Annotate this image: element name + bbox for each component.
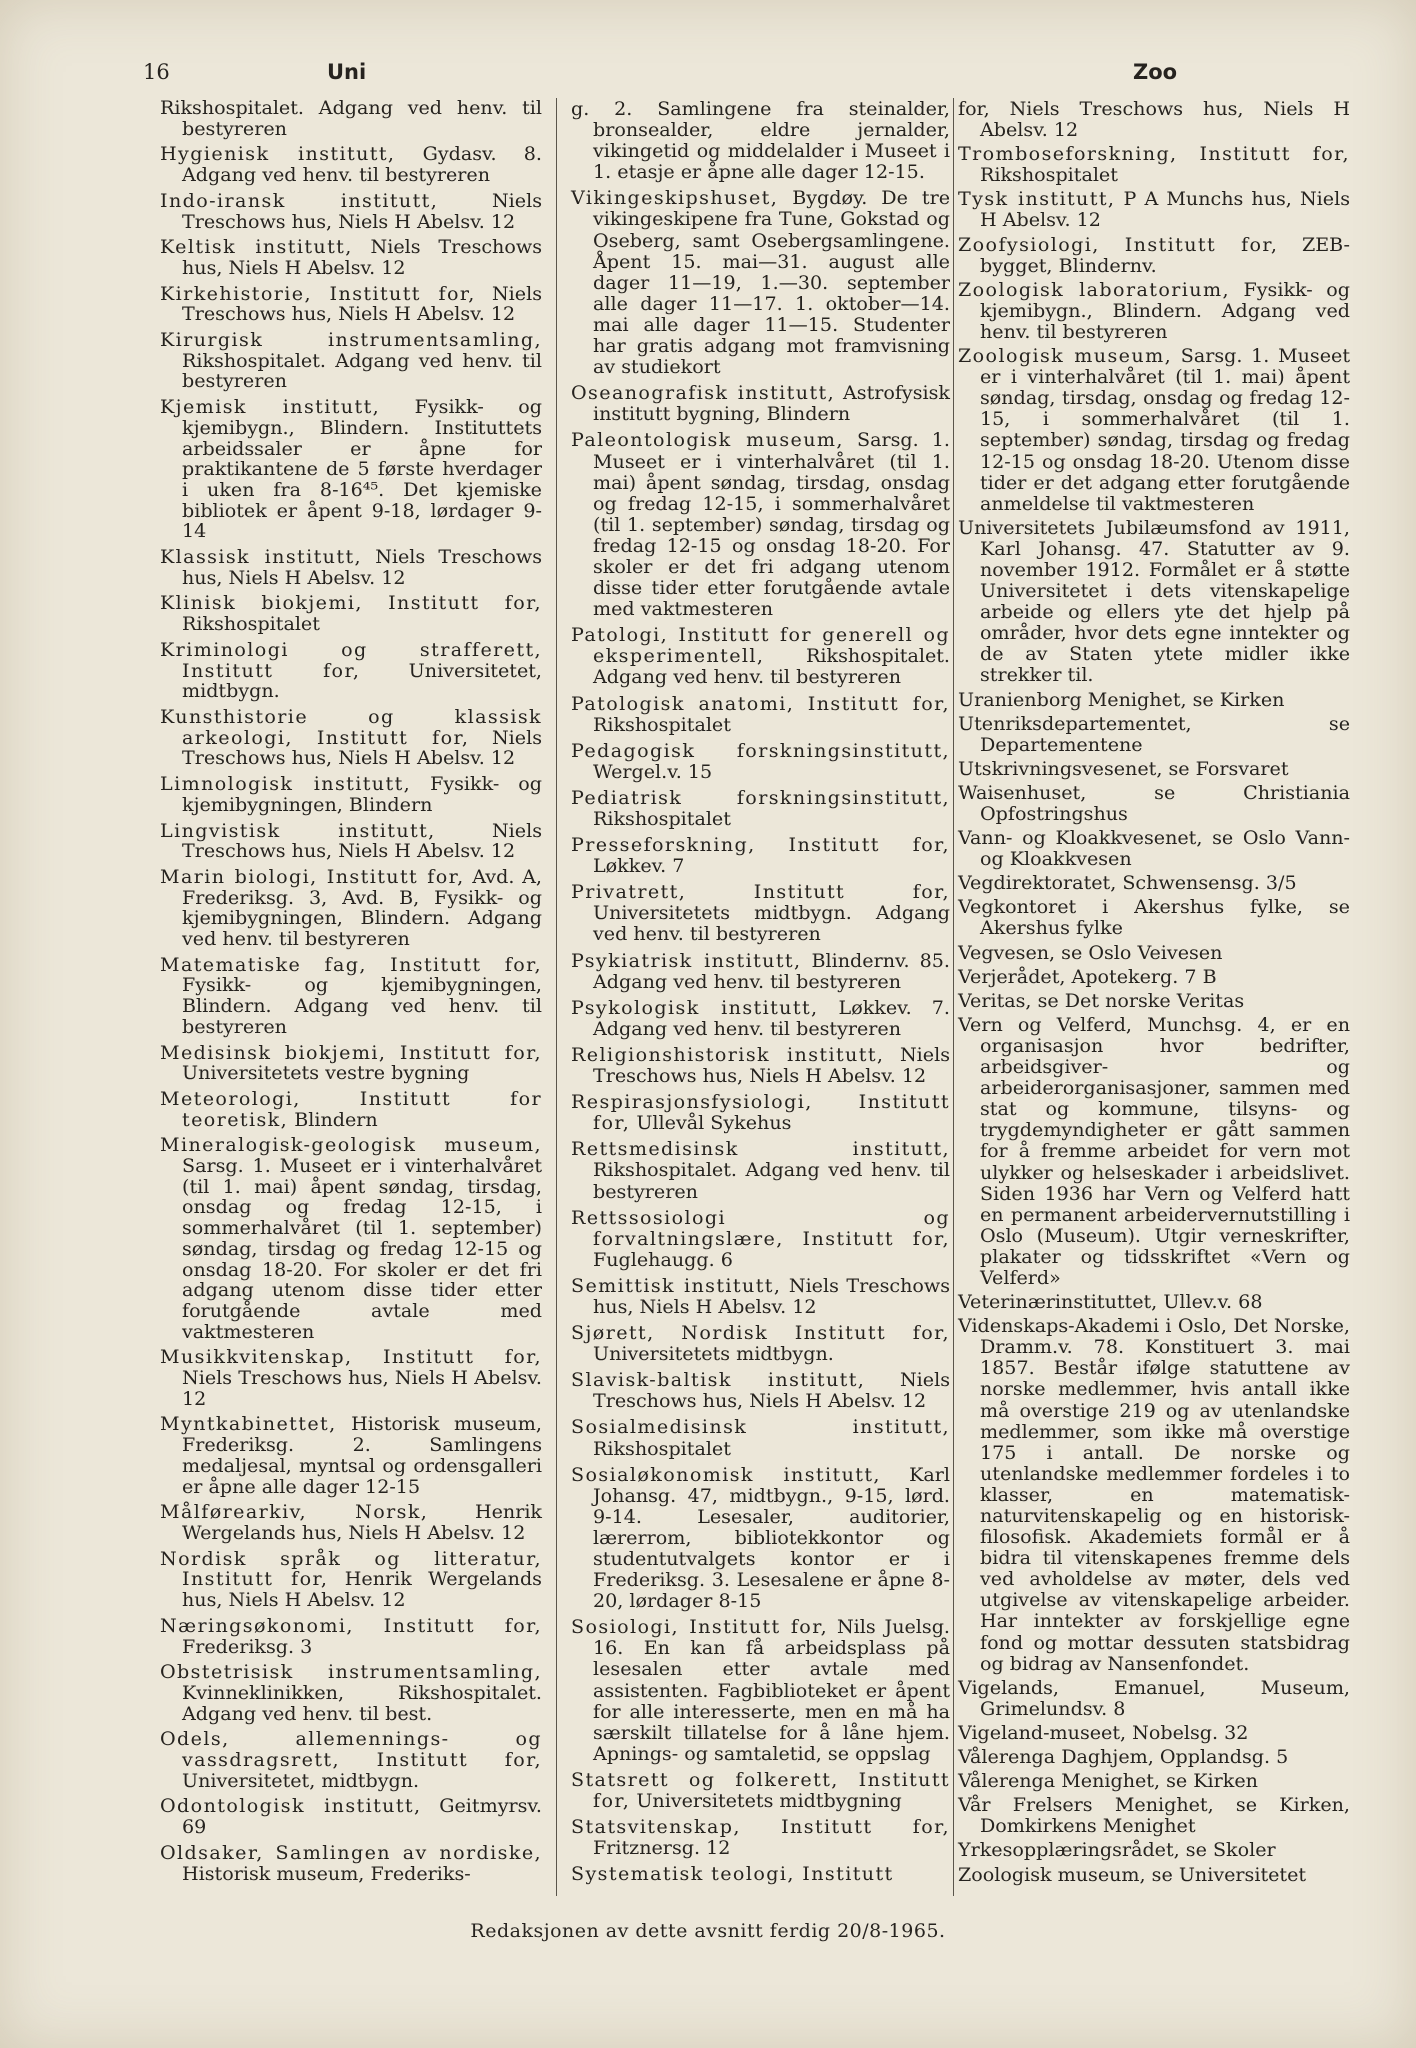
directory-entry: [160, 1086, 542, 1131]
entry-text: Sarsg. 1. Museet er i vinterhalvåret (til 1. mai) åpent søndag, tirsdag, onsdag og fredag 12-15, i sommerhalvåret (til 1. september) søndag, tirsdag og fredag 12-15 og onsdag 18-20. Utenom disse tider er det adgang etter forutgående anmeldelse til vaktmesteren: [980, 344, 1350, 515]
entry-heading: Limnologisk institutt,: [160, 772, 412, 796]
entry-text: Niels Treschows hus, Niels H Abelsv. 12: [182, 818, 542, 863]
entry-text: Gydasv. 8. Adgang ved henv. til bestyreren: [182, 142, 542, 187]
entry-text: Rikshospitalet. Adgang ved henv. til bestyreren: [182, 348, 542, 393]
entry-heading: Oseanografisk institutt,: [571, 381, 836, 405]
directory-entry: [160, 818, 542, 863]
directory-entry: [958, 188, 1350, 230]
entry-text: Fuglehaugg. 6: [593, 1247, 733, 1271]
directory-entry: [571, 1275, 950, 1317]
directory-entry: [571, 787, 950, 829]
directory-entry: [571, 1138, 950, 1201]
directory-entry: [571, 1816, 950, 1858]
directory-entry: [160, 1347, 542, 1409]
entry-heading: Statsrett og folkerett, Institutt for,: [571, 1767, 950, 1813]
entry-text: Fritznersg. 12: [593, 1836, 731, 1860]
entry-heading: Sjørett, Nordisk Institutt for,: [571, 1321, 950, 1345]
entry-text: Universitetets midtbygn.: [593, 1342, 834, 1366]
directory-entry: [571, 1863, 950, 1884]
directory-entry: [958, 1014, 1350, 1288]
directory-entry: [160, 237, 542, 278]
directory-entry: [958, 1864, 1350, 1885]
entry-heading: Patologi, Institutt for generell og eksperimentell,: [571, 623, 950, 668]
directory-entry: [571, 1207, 950, 1270]
entry-text: Niels Treschows hus, Niels H Abelsv. 12: [182, 725, 542, 770]
entry-heading: Lingvistisk institutt,: [160, 818, 436, 842]
directory-entry: [958, 758, 1350, 779]
entry-heading: Odontologisk institutt,: [160, 1794, 422, 1818]
guide-word-left: Uni: [327, 60, 367, 84]
entry-text: Henrik Wergelands hus, Niels H Abelsv. 12: [182, 1567, 542, 1612]
entry-heading: Privatrett, Institutt for,: [571, 880, 950, 904]
entry-text: Nils Juelsg. 16. En kan få arbeidsplass på lesesalen etter avtale med assistenten. Fagbiblioteket er åpent for alle interesserte, men en må ha særskilt tillatelse for å låne hjem. Apnings- og samtaletid, se oppslag: [593, 1615, 951, 1765]
entry-text: Karl Johansg. 47, midtbygn., 9-15, lørd. 9-14. Lesesaler, auditorier, lærerrom, bibliotekkontor og studentutvalgets kontor er i Frederiksg. 3. Lesesalene er åpne 8-20, lørdager 8-15: [593, 1462, 950, 1613]
entry-text: ZEB-bygget, Blindernv.: [980, 232, 1350, 277]
directory-entry: [160, 952, 542, 1038]
entry-text: Sarsg. 1. Museet er i vinterhalvåret (til 1. mai) åpent søndag, tirsdag, onsdag og fredag 12-15, i sommerhalvåret (til 1. september) søndag, tirsdag og fredag 12-15 og onsdag 18-20. For skoler er det fri adgang utenom disse tider etter forutgående avtale med vaktmesteren: [593, 428, 950, 621]
column-left: [160, 98, 542, 1889]
entry-text: Verjerådet, Apotekerg. 7 B: [958, 964, 1217, 988]
entry-text: Vigelands, Emanuel, Museum, Grimelundsv. 8: [958, 1675, 1350, 1720]
entry-heading: Sosialmedisinsk institutt,: [571, 1415, 950, 1439]
entry-text: Niels Treschows hus, Niels H Abelsv. 12: [182, 1366, 542, 1410]
directory-entry: [160, 1662, 542, 1724]
entry-text: for, Niels Treschows hus, Niels H Abelsv. 12: [958, 97, 1350, 142]
entry-text: Uranienborg Menighet, se Kirken: [958, 687, 1285, 711]
entry-text: Rikshospitalet: [593, 712, 731, 736]
entry-heading: Medisinsk biokjemi, Institutt for,: [160, 1040, 542, 1064]
entry-text: Rikshospitalet: [182, 612, 320, 636]
entry-text: Veterinærinstituttet, Ullev.v. 68: [958, 1290, 1263, 1314]
entry-heading: Mineralogisk-geologisk museum,: [160, 1133, 542, 1157]
entry-text: Zoologisk museum, se Universitetet: [958, 1862, 1307, 1886]
entry-heading: Zoologisk laboratorium,: [958, 277, 1230, 301]
entry-text: Sarsg. 1. Museet er i vinterhalvåret (til 1. mai) åpent søndag, tirsdag, onsdag og fredag 12-15, i sommerhalvåret (til 1. september) søndag, tirsdag og fredag 12-15 og onsdag 18-20. For skoler er det fri adgang utenom disse tider etter forutgående avtale med vaktmesteren: [182, 1154, 542, 1343]
entry-heading: Semittisk institutt,: [571, 1273, 782, 1297]
column-right: [958, 98, 1350, 1888]
entry-heading: Kjemisk institutt,: [160, 395, 381, 419]
directory-entry: [958, 942, 1350, 963]
entry-text: Bygdøy. De tre vikingeskipene fra Tune, Gokstad og Oseberg, samt Osebergsamlingene. Åpent 15. mai—31. august alle dager 11—19, 1.—30. september alle dager 11—17. 1. oktober—14. mai alle dager 11—15. Studenter har gratis adgang mot framvisning av studiekort: [593, 186, 950, 379]
entry-text: Ullevål Sykehus: [630, 1111, 792, 1135]
page-number: 16: [143, 60, 170, 84]
directory-entry: [958, 782, 1350, 824]
entry-heading: Psykologisk institutt,: [571, 995, 819, 1019]
entry-text: Wergel.v. 15: [593, 759, 713, 783]
entry-heading: Slavisk-baltisk institutt,: [571, 1368, 866, 1392]
entry-text: Vålerenga Daghjem, Opplandsg. 5: [958, 1745, 1289, 1769]
entry-text: Vann- og Kloakkvesenet, se Oslo Vann- og Kloakkvesen: [958, 826, 1350, 871]
entry-heading: Pediatrisk forskningsinstitutt,: [571, 785, 950, 809]
entry-heading: Vikingeskipshuset,: [571, 186, 779, 210]
entry-text: Historisk museum, Frederiks-: [182, 1861, 471, 1885]
entry-text: Vegvesen, se Oslo Veivesen: [958, 940, 1223, 964]
entry-text: Universitetets midtbygning: [630, 1789, 902, 1813]
directory-entry: [571, 429, 950, 619]
entry-heading: Kirkehistorie, Institutt for,: [160, 281, 476, 305]
directory-entry: [958, 896, 1350, 938]
directory-entry: [160, 1414, 542, 1497]
directory-entry: [160, 704, 542, 770]
directory-entry: [571, 1616, 950, 1764]
entry-text: Universitetets vestre bygning: [182, 1061, 470, 1085]
entry-text: Løkkev. 7: [593, 854, 685, 878]
directory-entry: [160, 281, 542, 326]
directory-entry: [571, 1044, 950, 1086]
entry-text: Fysikk- og kjemibygningen, Blindern. Adgang ved henv. til bestyreren: [182, 973, 542, 1038]
entry-heading: Musikkvitenskap, Institutt for,: [160, 1345, 542, 1369]
directory-entry: [160, 1135, 542, 1342]
directory-entry: [958, 1746, 1350, 1767]
entry-heading: Patologisk anatomi, Institutt for,: [571, 691, 950, 715]
entry-heading: Rettssosiologi og forvaltningslære, Institutt for,: [571, 1205, 950, 1250]
directory-entry: [160, 1546, 542, 1612]
directory-entry: [958, 1315, 1350, 1674]
entry-heading: Meteorologi, Institutt for teoretisk,: [160, 1086, 542, 1131]
directory-entry: [160, 397, 542, 542]
entry-text: g. 2. Samlingene fra steinalder, bronsealder, eldre jernalder, vikingetid og middelalder i Museet i 1. etasje er åpne alle dager 12-15.: [571, 97, 950, 184]
entry-heading: Målførearkiv, Norsk,: [160, 1500, 429, 1524]
directory-entry: [571, 98, 950, 182]
entry-text: Rikshospitalet. Adgang ved henv. til bestyreren: [593, 644, 950, 689]
entry-text: Rikshospitalet. Adgang ved henv. til bestyreren: [593, 1158, 950, 1203]
editorial-note: Redaksjonen av dette avsnitt ferdig 20/8-1965.: [470, 1920, 946, 1942]
entry-heading: Marin biologi, Institutt for,: [160, 864, 465, 888]
directory-entry: [571, 834, 950, 876]
directory-entry: [160, 330, 542, 392]
directory-entry: [958, 1770, 1350, 1791]
entry-heading: Kriminologi og strafferett, Institutt for,: [160, 637, 542, 682]
entry-text: Universitetets Jubilæumsfond av 1911, Karl Johansg. 47. Statutter av 9. november 1912. Formålet er å støtte Universitetet i dets vitenskapelige arbeide og ellers yte det hjelp på områder, hvor dets egne inntekter og de av Staten ytete midler ikke strekker til.: [958, 515, 1350, 687]
entry-text: Vern og Velferd, Munchsg. 4, er en organisasjon hvor bedrifter, arbeidsgiver- og arbeiderorganisasjoner, sammen med stat og kommune, tilsyns- og trygdemyndigheter er gått sammen for å fremme arbeidet for vern mot ulykker og helseskader i arbeidslivet. Siden 1936 har Vern og Velferd hatt en permanent arbeidervernutstilling i Oslo (Museum). Utgir verneskrifter, plakater og tidsskriftet «Vern og Velferd»: [958, 1012, 1350, 1289]
entry-heading: Klinisk biokjemi, Institutt for,: [160, 591, 542, 615]
entry-text: Frederiksg. 3: [182, 1634, 313, 1658]
directory-entry: [958, 827, 1350, 869]
directory-entry: [571, 881, 950, 944]
directory-entry: [958, 1677, 1350, 1719]
entry-text: Niels Treschows hus, Niels H Abelsv. 12: [182, 545, 542, 589]
entry-text: P A Munchs hus, Niels H Abelsv. 12: [980, 187, 1350, 232]
directory-entry: [958, 990, 1350, 1011]
directory-entry: [160, 547, 542, 588]
entry-heading: Matematiske fag, Institutt for,: [160, 952, 542, 976]
column-middle: [571, 98, 950, 1889]
entry-text: Vegkontoret i Akershus fylke, se Akershus fylke: [958, 895, 1350, 940]
entry-heading: Sosiologi, Institutt for,: [571, 1615, 829, 1639]
directory-entry: [571, 1091, 950, 1133]
entry-text: Waisenhuset, se Christiania Opfostringshus: [958, 780, 1350, 825]
entry-heading: Kirurgisk instrumentsamling,: [160, 328, 542, 352]
entry-text: Vålerenga Menighet, se Kirken: [958, 1769, 1258, 1793]
entry-heading: Statsvitenskap, Institutt for,: [571, 1815, 950, 1839]
entry-heading: Religionshistorisk institutt,: [571, 1042, 885, 1066]
entry-text: Avd. A, Frederiksg. 3, Avd. B, Fysikk- og kjemibygningen, Blindern. Adgang ved henv. til bestyreren: [182, 864, 542, 951]
entry-heading: Keltisk institutt,: [160, 235, 353, 259]
entry-heading: Psykiatrisk institutt,: [571, 948, 802, 972]
directory-entry: [571, 187, 950, 377]
entry-text: Utskrivningsvesenet, se Forsvaret: [958, 756, 1289, 780]
entry-heading: Kunsthistorie og klassisk arkeologi, Institutt for,: [160, 704, 542, 749]
directory-entry: [160, 774, 542, 815]
directory-entry: [571, 1322, 950, 1364]
directory-entry: [160, 1613, 542, 1658]
page-header: [0, 60, 1416, 96]
entry-text: Rikshospitalet: [593, 807, 731, 830]
directory-entry: [958, 279, 1350, 342]
entry-text: Utenriksdepartementet, se Departementene: [958, 711, 1350, 756]
entry-text: Rikshospitalet: [980, 163, 1118, 187]
entry-heading: Systematisk teologi, Institutt: [571, 1862, 894, 1886]
directory-entry: [571, 382, 950, 424]
directory-entry: [958, 234, 1350, 276]
entry-text: Henrik Wergelands hus, Niels H Abelsv. 12: [182, 1500, 542, 1544]
directory-entry: [958, 966, 1350, 987]
directory-entry: [958, 1839, 1350, 1860]
entry-heading: Rettsmedisinsk institutt,: [571, 1137, 950, 1161]
entry-heading: Myntkabinettet,: [160, 1412, 337, 1436]
entry-text: Niels Treschows hus, Niels H Abelsv. 12: [182, 188, 542, 233]
entry-text: Rikshospitalet. Adgang ved henv. til bestyreren: [160, 96, 542, 140]
directory-entry: [160, 1796, 542, 1837]
directory-entry: [958, 713, 1350, 755]
directory-entry: [571, 1416, 950, 1458]
directory-entry: [958, 517, 1350, 686]
directory-entry: [958, 1794, 1350, 1836]
entry-text: Yrkesopplæringsrådet, se Skoler: [958, 1838, 1276, 1862]
entry-heading: Nordisk språk og litteratur, Institutt for,: [160, 1546, 542, 1591]
entry-text: Rikshospitalet: [593, 1436, 731, 1460]
directory-entry: [571, 950, 950, 992]
directory-entry: [571, 1464, 950, 1612]
entry-heading: Zoologisk museum,: [958, 344, 1173, 368]
entry-heading: Hygienisk institutt,: [160, 142, 396, 166]
entry-text: Vigeland-museet, Nobelsg. 32: [958, 1720, 1249, 1744]
column-divider: [953, 98, 954, 1896]
entry-text: Blindernv. 85. Adgang ved henv. til bestyreren: [593, 948, 950, 993]
directory-entry: [160, 188, 542, 233]
entry-text: Kvinneklinikken, Rikshospitalet. Adgang ved henv. til best.: [182, 1680, 542, 1725]
entry-text: Fysikk- og kjemibygn., Blindern. Instituttets arbeidssaler er åpne for praktikantene de 5 første hverdager i uken fra 8-16⁴⁵. Det kjemiske bibliotek er åpent 9-18, lørdager 9-14: [182, 395, 543, 543]
directory-entry: [958, 345, 1350, 514]
directory-entry: [571, 997, 950, 1039]
directory-entry: [958, 689, 1350, 710]
column-divider: [556, 98, 557, 1896]
entry-text: Niels Treschows hus, Niels H Abelsv. 12: [593, 1042, 950, 1088]
entry-text: Universitetets midtbygn. Adgang ved henv. til bestyreren: [593, 901, 950, 946]
entry-heading: Pedagogisk forskningsinstitutt,: [571, 738, 950, 762]
guide-word-right: Zoo: [1133, 60, 1178, 84]
entry-text: Videnskaps-Akademi i Oslo, Det Norske, Dramm.v. 78. Konstituert 3. mai 1857. Består ifølge statuttene av norske medlemmer, hvis antall ikke må overstige 219 og av utenlandske medlemmer, som ikke må overstige 175 i antall. De norske og utenlandske medlemmer fordeles i to klasser, en matematisk-naturvitenskapelig og en historisk-filosofisk. Akademiets formål er å bidra til vitenskapenes fremme dels ved avholdelse av møter, dels ved utgivelse av vitenskapelige arbeider. Har inntekter av forskjellige egne fond og mottar dessuten statsbidrag og bidrag av Nansenfondet.: [958, 1314, 1350, 1675]
entry-text: Astrofysisk institutt bygning, Blindern: [593, 381, 950, 426]
entry-text: Fysikk- og kjemibygningen, Blindern: [182, 772, 542, 816]
entry-text: Vår Frelsers Menighet, se Kirken, Domkirkens Menighet: [958, 1793, 1350, 1838]
directory-entry: [571, 693, 950, 735]
entry-text: Veritas, se Det norske Veritas: [958, 988, 1245, 1012]
entry-text: Niels Treschows hus, Niels H Abelsv. 12: [182, 281, 542, 326]
entry-text: Løkkev. 7. Adgang ved henv. til bestyreren: [593, 995, 950, 1040]
directory-entry: [571, 1369, 950, 1411]
entry-heading: Zoofysiologi, Institutt for,: [958, 232, 1279, 256]
entry-text: Universitetet, midtbygn.: [182, 1768, 420, 1792]
directory-entry: [571, 740, 950, 782]
directory-entry: [958, 98, 1350, 140]
directory-entry: [571, 624, 950, 687]
entry-text: Historisk museum, Frederiksg. 2. Samlingens medaljesal, myntsal og ordensgalleri er åpne alle dager 12-15: [182, 1412, 542, 1498]
entry-text: Vegdirektoratet, Schwensensg. 3/5: [958, 871, 1297, 895]
directory-entry: [160, 593, 542, 634]
entry-heading: Oldsaker, Samlingen av nordiske,: [160, 1840, 542, 1864]
entry-heading: Respirasjonsfysiologi, Institutt for,: [571, 1090, 950, 1135]
directory-entry: [160, 98, 542, 139]
directory-entry: [160, 1502, 542, 1543]
directory-entry: [160, 1729, 542, 1791]
entry-text: Niels Treschows hus, Niels H Abelsv. 12: [182, 235, 542, 279]
entry-heading: Sosialøkonomisk institutt,: [571, 1462, 881, 1486]
entry-heading: Presseforskning, Institutt for,: [571, 833, 950, 857]
entry-heading: Odels, allemennings- og vassdragsrett, Institutt for,: [160, 1727, 542, 1772]
directory-entry: [958, 872, 1350, 893]
directory-entry: [958, 1291, 1350, 1312]
directory-entry: [958, 143, 1350, 185]
directory-entry: [160, 1840, 542, 1885]
directory-entry: [571, 1769, 950, 1811]
entry-text: Fysikk- og kjemibygn., Blindern. Adgang ved henv. til bestyreren: [980, 277, 1351, 343]
directory-entry: [160, 864, 542, 951]
entry-text: Niels Treschows hus, Niels H Abelsv. 12: [593, 1273, 951, 1318]
directory-entry: [160, 1040, 542, 1085]
entry-heading: Tromboseforskning, Institutt for,: [958, 142, 1350, 166]
directory-entry: [160, 144, 542, 185]
directory-entry: [160, 637, 542, 703]
entry-text: Universitetet, midtbygn.: [182, 658, 542, 703]
entry-heading: Indo-iransk institutt,: [160, 188, 439, 212]
entry-heading: Obstetrisisk instrumentsamling,: [160, 1660, 542, 1684]
entry-heading: Paleontologisk museum,: [571, 428, 844, 452]
entry-text: Geitmyrsv. 69: [182, 1794, 542, 1839]
entry-text: Blindern: [288, 1107, 378, 1131]
entry-heading: Næringsøkonomi, Institutt for,: [160, 1613, 542, 1637]
entry-heading: Tysk institutt,: [958, 187, 1116, 211]
directory-entry: [958, 1722, 1350, 1743]
entry-text: Niels Treschows hus, Niels H Abelsv. 12: [593, 1368, 950, 1413]
entry-heading: Klassisk institutt,: [160, 545, 362, 569]
